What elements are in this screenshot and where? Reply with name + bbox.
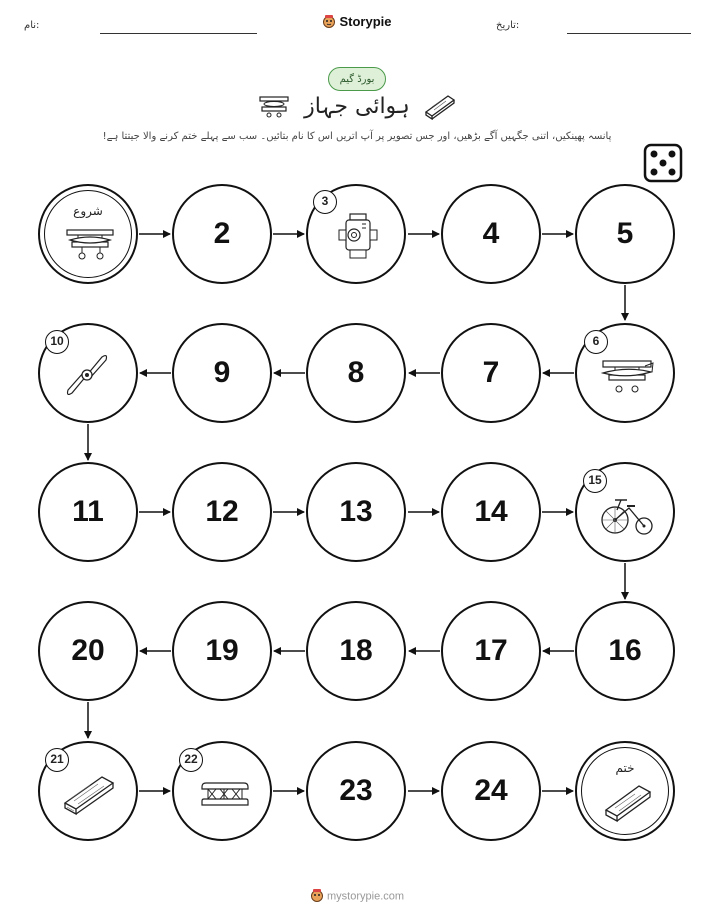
board-game-badge: بورڈ گیم [328, 67, 386, 91]
space-number: 8 [347, 356, 365, 389]
space-17[interactable] [441, 601, 541, 701]
space-5[interactable] [575, 184, 675, 284]
storypie-logo-icon [310, 888, 324, 905]
space-number: 14 [474, 495, 508, 528]
propeller-icon [62, 351, 112, 403]
brand-name: Storypie [339, 14, 392, 29]
tricycle-icon [599, 496, 655, 540]
space-number: 5 [616, 217, 634, 250]
space-4[interactable] [441, 184, 541, 284]
space-number: 11 [72, 495, 104, 528]
name-label: نام: [24, 20, 40, 31]
page-title: ہوائی جہاز [304, 94, 410, 119]
space-number-badge: 3 [313, 190, 337, 214]
space-number: 2 [213, 217, 231, 250]
space-number: 24 [474, 774, 508, 807]
space-14[interactable] [441, 462, 541, 562]
footer-url[interactable]: mystorypie.com [327, 890, 405, 903]
space-7[interactable] [441, 323, 541, 423]
space-20[interactable] [38, 601, 138, 701]
space-23[interactable] [306, 741, 406, 841]
finish-label: ختم [615, 761, 635, 775]
start-space[interactable] [38, 184, 138, 284]
space-number-badge: 22 [179, 748, 203, 772]
start-label: شروع [73, 204, 103, 218]
date-label: تاریخ: [496, 20, 520, 31]
space-number-badge: 6 [584, 330, 608, 354]
space-12[interactable] [172, 462, 272, 562]
biplane-icon [599, 355, 655, 399]
engine-icon [336, 210, 380, 268]
space-number: 20 [71, 634, 105, 667]
wood-plank-icon [603, 781, 653, 827]
space-8[interactable] [306, 323, 406, 423]
space-number-badge: 10 [45, 330, 69, 354]
wing-icon [198, 781, 252, 813]
space-9[interactable] [172, 323, 272, 423]
space-number-badge: 21 [45, 748, 69, 772]
space-2[interactable] [172, 184, 272, 284]
space-number: 7 [482, 356, 500, 389]
space-number: 23 [339, 774, 373, 807]
space-number: 13 [339, 495, 373, 528]
wood-plank-icon [62, 771, 116, 821]
space-number: 9 [213, 356, 231, 389]
space-number: 19 [205, 634, 239, 667]
space-number: 12 [205, 495, 239, 528]
space-13[interactable] [306, 462, 406, 562]
space-number: 17 [474, 634, 508, 667]
space-number: 4 [482, 217, 500, 250]
space-number: 16 [608, 634, 642, 667]
footer [0, 888, 714, 905]
space-16[interactable] [575, 601, 675, 701]
space-number: 18 [339, 634, 373, 667]
space-18[interactable] [306, 601, 406, 701]
finish-space[interactable] [575, 741, 675, 841]
space-11[interactable] [38, 462, 138, 562]
space-24[interactable] [441, 741, 541, 841]
biplane-icon [64, 226, 116, 266]
space-number-badge: 15 [583, 469, 607, 493]
space-19[interactable] [172, 601, 272, 701]
instructions: پانسہ پھینکیں، اتنی جگہیں آگے بڑھیں، اور جس تصویر پر آپ اتریں اس کا نام بتائیں۔ سب سے پہلے ختم کرنے والا جیتتا ہے! [102, 131, 612, 142]
